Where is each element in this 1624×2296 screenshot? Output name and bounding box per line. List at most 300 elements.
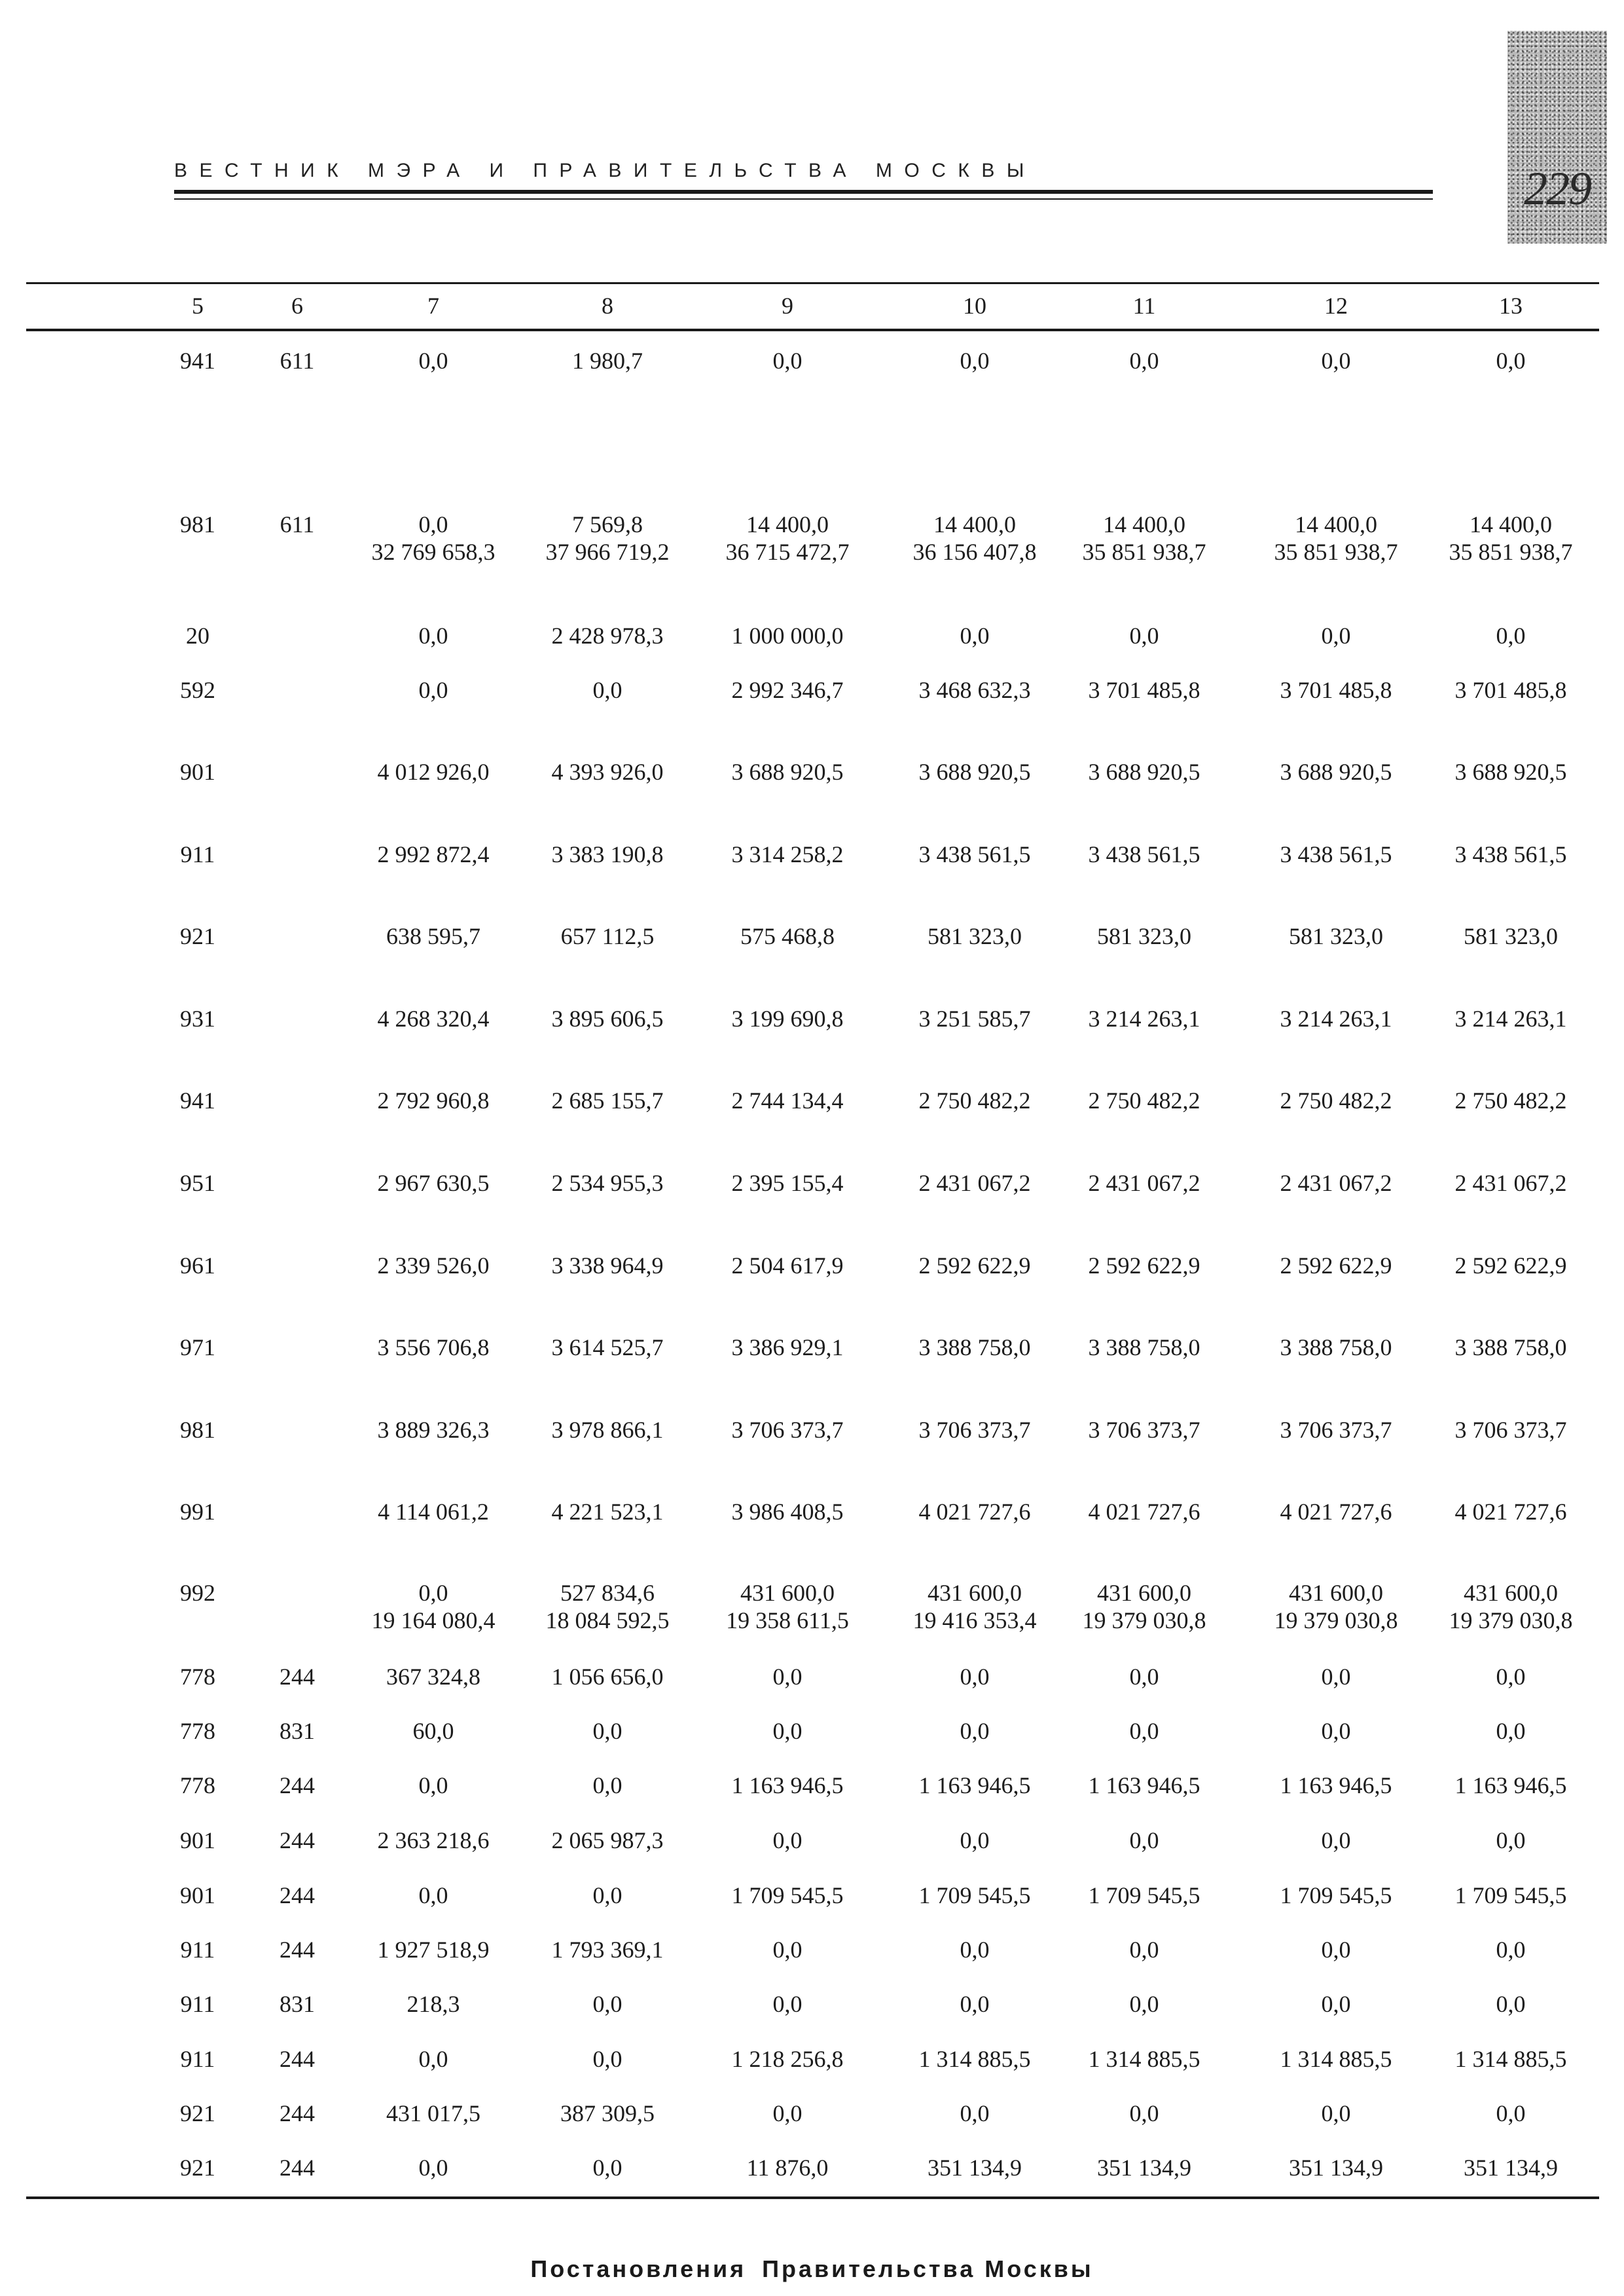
cell-line: 0,0	[1496, 348, 1526, 374]
table-cell-12	[1280, 1087, 1392, 1114]
cell-line: 0,0	[772, 1991, 803, 2017]
table-cell-7	[378, 1252, 490, 1279]
cell-line: 0,0	[772, 1664, 803, 1690]
cell-line: 431 600,0	[740, 1580, 835, 1606]
table-cell-9	[732, 1882, 844, 1909]
table-cell-11	[1089, 841, 1200, 868]
table-cell-7	[378, 1334, 490, 1361]
cell-line: 431 600,0	[1289, 1580, 1383, 1606]
table-cell-10	[919, 1416, 1031, 1444]
table-cell-5: 921	[180, 2100, 215, 2126]
table-cell-8	[593, 1717, 623, 1745]
table-cell-8	[552, 1936, 664, 1963]
table-cell-13	[1455, 2045, 1567, 2073]
table-cell-5: 941	[180, 1087, 215, 1114]
table-cell-8	[552, 1169, 664, 1197]
table-cell-8	[552, 1663, 664, 1690]
cell-line: 19 379 030,8	[1082, 1607, 1206, 1633]
cell-line: 3 199 690,8	[731, 1006, 844, 1032]
cell-line: 1 709 545,5	[918, 1882, 1031, 1908]
table-cell-8	[593, 1990, 623, 2018]
table-row	[0, 347, 1624, 406]
table-cell-5: 931	[180, 1006, 215, 1032]
cell-line: 0,0	[1321, 2100, 1351, 2126]
cell-line: 581 323,0	[1464, 923, 1558, 949]
table-cell-12	[1280, 1498, 1392, 1525]
cell-line: 7 569,8	[572, 511, 643, 538]
cell-line: 431 600,0	[1097, 1580, 1191, 1606]
cell-line: 2 339 526,0	[377, 1252, 490, 1279]
table-cell-11	[1130, 622, 1159, 649]
table-row	[0, 1827, 1624, 1886]
table-cell-10	[919, 758, 1031, 786]
table-row	[0, 2100, 1624, 2159]
table-cell-6: 244	[280, 2100, 315, 2126]
table-cell-9	[747, 2154, 829, 2181]
cell-line: 2 992 872,4	[377, 841, 490, 867]
cell-line: 0,0	[1496, 1718, 1526, 1744]
table-cell-12	[1274, 1579, 1398, 1634]
table-cell-10	[919, 1498, 1031, 1525]
table-cell-5: 941	[180, 348, 215, 374]
cell-line: 0,0	[1321, 348, 1351, 374]
cell-line: 3 556 706,8	[377, 1334, 490, 1360]
header-rule-thin	[174, 198, 1433, 200]
table-cell-11	[1083, 1579, 1206, 1634]
table-cell-12	[1280, 1772, 1392, 1799]
table-header-rule	[26, 329, 1599, 331]
cell-line: 3 895 606,5	[551, 1006, 664, 1032]
cell-line: 3 388 758,0	[1280, 1334, 1392, 1360]
table-cell-13	[1496, 1990, 1526, 2018]
table-cell-11	[1130, 1827, 1159, 1854]
table-cell-12	[1280, 676, 1392, 704]
table-row	[0, 1498, 1624, 1557]
cell-line: 35 851 938,7	[1449, 539, 1573, 565]
table-cell-11	[1089, 758, 1200, 786]
cell-line: 2 750 482,2	[1454, 1087, 1567, 1114]
cell-line: 0,0	[418, 2046, 448, 2072]
table-cell-9	[773, 1717, 803, 1745]
table-cell-10	[919, 1169, 1031, 1197]
table-cell-8	[552, 1416, 664, 1444]
cell-line: 4 221 523,1	[551, 1499, 664, 1525]
cell-line: 3 706 373,7	[1280, 1417, 1392, 1443]
cell-line: 4 114 061,2	[378, 1499, 489, 1525]
table-cell-10	[960, 622, 990, 649]
table-cell-7	[378, 1005, 490, 1032]
table-cell-12	[1274, 511, 1398, 566]
table-cell-13	[1455, 1416, 1567, 1444]
table-cell-9	[732, 676, 844, 704]
table-cell-13	[1496, 622, 1526, 649]
table-cell-5: 901	[180, 1827, 215, 1853]
cell-line: 19 379 030,8	[1274, 1607, 1398, 1633]
cell-line: 2 431 067,2	[918, 1170, 1031, 1196]
cell-line: 18 084 592,5	[545, 1607, 670, 1633]
cell-line: 3 438 561,5	[918, 841, 1031, 867]
table-row	[0, 1252, 1624, 1311]
table-cell-9	[732, 1087, 844, 1114]
cell-line: 1 163 946,5	[1454, 1772, 1567, 1798]
table-cell-11	[1089, 676, 1200, 704]
cell-line: 2 592 622,9	[1280, 1252, 1392, 1279]
cell-line: 431 017,5	[386, 2100, 480, 2126]
table-cell-7	[378, 1936, 490, 1963]
table-cell-6: 244	[280, 1664, 315, 1690]
table-cell-12	[1322, 1936, 1351, 1963]
table-cell-5: 961	[180, 1252, 215, 1279]
table-cell-13	[1496, 347, 1526, 374]
table-row	[0, 1087, 1624, 1146]
cell-line: 0,0	[960, 1991, 990, 2017]
table-cell-13	[1455, 1498, 1567, 1525]
table-cell-12	[1280, 1416, 1392, 1444]
page-number-badge	[1507, 31, 1607, 244]
table-cell-10	[960, 347, 990, 374]
cell-line: 527 834,6	[560, 1580, 655, 1606]
column-header-8: 8	[602, 293, 613, 319]
table-cell-13	[1455, 676, 1567, 704]
table-top-rule	[26, 282, 1599, 284]
column-header-10: 10	[963, 293, 986, 319]
cell-line: 0,0	[592, 1772, 623, 1798]
cell-line: 0,0	[960, 348, 990, 374]
table-row	[0, 758, 1624, 817]
cell-line: 351 134,9	[928, 2155, 1022, 2181]
cell-line: 14 400,0	[1470, 511, 1552, 538]
cell-line: 4 021 727,6	[1088, 1499, 1200, 1525]
cell-line: 2 750 482,2	[918, 1087, 1031, 1114]
cell-line: 11 876,0	[746, 2155, 829, 2181]
cell-line: 581 323,0	[1289, 923, 1383, 949]
cell-line: 351 134,9	[1464, 2155, 1558, 2181]
table-cell-11	[1130, 347, 1159, 374]
table-cell-12	[1289, 2154, 1383, 2181]
table-cell-8	[546, 1579, 670, 1634]
table-cell-5: 778	[180, 1664, 215, 1690]
table-cell-8	[552, 841, 664, 868]
cell-line: 19 358 611,5	[726, 1607, 849, 1633]
table-cell-7	[419, 2045, 448, 2073]
table-cell-13	[1449, 1579, 1573, 1634]
table-cell-9	[732, 1005, 844, 1032]
cell-line: 14 400,0	[746, 511, 829, 538]
cell-line: 3 214 263,1	[1088, 1006, 1200, 1032]
table-cell-7	[378, 1087, 490, 1114]
table-cell-13	[1464, 2154, 1558, 2181]
table-cell-12	[1280, 2045, 1392, 2073]
cell-line: 3 383 190,8	[551, 841, 664, 867]
cell-line: 37 966 719,2	[545, 539, 670, 565]
table-cell-5: 20	[186, 623, 209, 649]
table-cell-10	[960, 1990, 990, 2018]
cell-line: 0,0	[1129, 623, 1159, 649]
table-cell-5: 971	[180, 1334, 215, 1360]
table-cell-5: 901	[180, 759, 215, 785]
cell-line: 2 592 622,9	[1454, 1252, 1567, 1279]
table-cell-8	[593, 676, 623, 704]
column-header-11: 11	[1132, 293, 1156, 319]
cell-line: 0,0	[772, 2100, 803, 2126]
cell-line: 3 438 561,5	[1280, 841, 1392, 867]
table-cell-12	[1280, 1882, 1392, 1909]
table-cell-10	[919, 841, 1031, 868]
cell-line: 387 309,5	[560, 2100, 655, 2126]
cell-line: 431 600,0	[1464, 1580, 1558, 1606]
table-cell-12	[1322, 622, 1351, 649]
table-cell-13	[1496, 1717, 1526, 1745]
cell-line: 0,0	[418, 1882, 448, 1908]
cell-line: 1 218 256,8	[731, 2046, 844, 2072]
table-cell-9	[732, 1334, 844, 1361]
table-cell-10	[928, 2154, 1022, 2181]
table-cell-11	[1089, 1334, 1200, 1361]
table-cell-7	[419, 1772, 448, 1799]
table-cell-6: 244	[280, 1772, 315, 1798]
cell-line: 0,0	[1129, 1991, 1159, 2017]
table-cell-9	[732, 1169, 844, 1197]
footer-section-title	[0, 2255, 1624, 2283]
cell-line: 3 688 920,5	[918, 759, 1031, 785]
table-cell-12	[1280, 1169, 1392, 1197]
cell-line: 4 021 727,6	[1280, 1499, 1392, 1525]
table-cell-5: 911	[180, 1991, 215, 2017]
cell-line: 35 851 938,7	[1274, 539, 1398, 565]
table-cell-11	[1130, 1936, 1159, 1963]
cell-line: 0,0	[1129, 1827, 1159, 1853]
table-row	[0, 1334, 1624, 1393]
table-cell-10	[919, 1252, 1031, 1279]
table-cell-13	[1455, 1772, 1567, 1799]
cell-line: 0,0	[960, 1718, 990, 1744]
cell-line: 0,0	[418, 1772, 448, 1798]
table-cell-12	[1322, 347, 1351, 374]
cell-line: 3 214 263,1	[1454, 1006, 1567, 1032]
column-header-7: 7	[427, 293, 439, 319]
cell-line: 3 706 373,7	[918, 1417, 1031, 1443]
cell-line: 351 134,9	[1289, 2155, 1383, 2181]
cell-line: 2 431 067,2	[1280, 1170, 1392, 1196]
table-cell-5: 911	[180, 2046, 215, 2072]
cell-line: 0,0	[960, 1937, 990, 1963]
table-cell-9	[726, 511, 850, 566]
table-cell-5: 991	[180, 1499, 215, 1525]
cell-line: 0,0	[772, 1937, 803, 1963]
cell-line: 4 012 926,0	[377, 759, 490, 785]
cell-line: 3 388 758,0	[918, 1334, 1031, 1360]
table-cell-7	[419, 2154, 448, 2181]
table-cell-5: 981	[180, 1417, 215, 1443]
table-cell-13	[1455, 758, 1567, 786]
cell-line: 3 986 408,5	[731, 1499, 844, 1525]
cell-line: 1 314 885,5	[918, 2046, 1031, 2072]
cell-line: 3 706 373,7	[1088, 1417, 1200, 1443]
table-row	[0, 1416, 1624, 1475]
cell-line: 0,0	[1496, 623, 1526, 649]
cell-line: 2 967 630,5	[377, 1170, 490, 1196]
cell-line: 581 323,0	[928, 923, 1022, 949]
table-cell-12	[1280, 758, 1392, 786]
cell-line: 581 323,0	[1097, 923, 1191, 949]
table-cell-10	[919, 1772, 1031, 1799]
cell-line: 1 709 545,5	[1088, 1882, 1200, 1908]
table-cell-11	[1130, 2100, 1159, 2127]
cell-line: 0,0	[1321, 1937, 1351, 1963]
table-cell-7	[378, 841, 490, 868]
table-cell-11	[1089, 2045, 1200, 2073]
cell-line: 1 927 518,9	[377, 1937, 490, 1963]
table-cell-8	[552, 1252, 664, 1279]
table-cell-10	[960, 2100, 990, 2127]
table-cell-7	[372, 1579, 496, 1634]
table-cell-8	[552, 1827, 664, 1854]
table-cell-5: 911	[180, 841, 215, 867]
cell-line: 3 614 525,7	[551, 1334, 664, 1360]
column-header-6: 6	[291, 293, 303, 319]
cell-line: 0,0	[418, 511, 448, 538]
table-cell-6: 831	[280, 1991, 315, 2017]
table-cell-5: 592	[180, 677, 215, 703]
cell-line: 0,0	[1321, 1827, 1351, 1853]
table-cell-5: 981	[180, 511, 215, 538]
table-cell-12	[1322, 1990, 1351, 2018]
table-cell-10	[960, 1936, 990, 1963]
cell-line: 3 388 758,0	[1454, 1334, 1567, 1360]
table-cell-7	[386, 2100, 480, 2127]
table-cell-5: 992	[180, 1580, 215, 1606]
cell-line: 575 468,8	[740, 923, 835, 949]
cell-line: 2 504 617,9	[731, 1252, 844, 1279]
table-cell-10	[913, 511, 1037, 566]
table-cell-10	[919, 1087, 1031, 1114]
cell-line: 0,0	[960, 1827, 990, 1853]
cell-line: 351 134,9	[1097, 2155, 1191, 2181]
table-cell-9	[732, 2045, 844, 2073]
table-cell-8	[593, 2154, 623, 2181]
table-cell-7	[386, 922, 480, 950]
table-cell-11	[1130, 1990, 1159, 2018]
table-cell-8	[552, 1087, 664, 1114]
table-cell-12	[1322, 1717, 1351, 1745]
table-row	[0, 1663, 1624, 1722]
column-header-12: 12	[1324, 293, 1348, 319]
table-cell-6: 611	[280, 348, 315, 374]
table-cell-10	[960, 1663, 990, 1690]
table-cell-7	[413, 1717, 454, 1745]
table-cell-10	[960, 1827, 990, 1854]
table-cell-9	[732, 1416, 844, 1444]
cell-line: 2 431 067,2	[1454, 1170, 1567, 1196]
table-cell-5: 921	[180, 2155, 215, 2181]
table-cell-7	[419, 1882, 448, 1909]
table-cell-11	[1089, 1882, 1200, 1909]
footer-word-2: Правительства Москвы	[762, 2255, 1094, 2282]
cell-line: 3 701 485,8	[1454, 677, 1567, 703]
table-cell-5: 911	[180, 1937, 215, 1963]
cell-line: 2 395 155,4	[731, 1170, 844, 1196]
cell-line: 1 163 946,5	[918, 1772, 1031, 1798]
table-row	[0, 2045, 1624, 2104]
table-cell-11	[1089, 1252, 1200, 1279]
column-header-9: 9	[782, 293, 793, 319]
cell-line: 2 428 978,3	[551, 623, 664, 649]
cell-line: 2 592 622,9	[918, 1252, 1031, 1279]
table-cell-7	[419, 622, 448, 649]
cell-line: 0,0	[1129, 2100, 1159, 2126]
table-cell-11	[1130, 1663, 1159, 1690]
table-cell-10	[919, 676, 1031, 704]
table-cell-11	[1089, 1498, 1200, 1525]
cell-line: 3 706 373,7	[1454, 1417, 1567, 1443]
table-cell-13	[1496, 1936, 1526, 1963]
cell-line: 1 314 885,5	[1280, 2046, 1392, 2072]
table-cell-11	[1089, 1416, 1200, 1444]
cell-line: 14 400,0	[1295, 511, 1377, 538]
cell-line: 0,0	[1129, 1664, 1159, 1690]
cell-line: 3 438 561,5	[1454, 841, 1567, 867]
table-row	[0, 1990, 1624, 2049]
cell-line: 1 314 885,5	[1088, 2046, 1200, 2072]
cell-line: 3 701 485,8	[1088, 677, 1200, 703]
table-cell-13	[1496, 1827, 1526, 1854]
footer-word-1: Постановления	[530, 2255, 747, 2282]
table-cell-12	[1280, 841, 1392, 868]
table-cell-9	[726, 1579, 849, 1634]
cell-line: 32 769 658,3	[371, 539, 496, 565]
cell-line: 1 709 545,5	[731, 1882, 844, 1908]
table-cell-10	[960, 1717, 990, 1745]
cell-line: 0,0	[592, 2155, 623, 2181]
table-cell-6: 244	[280, 1882, 315, 1908]
cell-line: 0,0	[1496, 1664, 1526, 1690]
cell-line: 2 792 960,8	[377, 1087, 490, 1114]
table-cell-5: 778	[180, 1772, 215, 1798]
table-cell-9	[732, 1252, 844, 1279]
table-cell-6: 244	[280, 1827, 315, 1853]
cell-line: 431 600,0	[928, 1580, 1022, 1606]
cell-line: 0,0	[592, 1882, 623, 1908]
cell-line: 19 416 353,4	[912, 1607, 1037, 1633]
table-cell-6: 611	[280, 511, 315, 538]
table-cell-6: 831	[280, 1718, 315, 1744]
cell-line: 1 314 885,5	[1454, 2046, 1567, 2072]
cell-line: 4 021 727,6	[1454, 1499, 1567, 1525]
table-cell-9	[773, 1936, 803, 1963]
cell-line: 3 688 920,5	[731, 759, 844, 785]
table-cell-9	[732, 841, 844, 868]
cell-line: 0,0	[418, 623, 448, 649]
table-cell-9	[773, 1990, 803, 2018]
cell-line: 2 592 622,9	[1088, 1252, 1200, 1279]
cell-line: 19 379 030,8	[1449, 1607, 1573, 1633]
table-cell-5: 901	[180, 1882, 215, 1908]
cell-line: 218,3	[406, 1991, 460, 2017]
journal-title: ВЕСТНИК МЭРА И ПРАВИТЕЛЬСТВА МОСКВЫ	[174, 160, 1036, 181]
table-row	[0, 1579, 1624, 1638]
table-cell-10	[928, 922, 1022, 950]
cell-line: 0,0	[1129, 348, 1159, 374]
cell-line: 2 750 482,2	[1088, 1087, 1200, 1114]
table-cell-9	[732, 758, 844, 786]
table-cell-9	[732, 622, 844, 649]
cell-line: 4 393 926,0	[551, 759, 664, 785]
table-cell-10	[919, 1882, 1031, 1909]
cell-line: 0,0	[1129, 1937, 1159, 1963]
table-cell-7	[378, 1498, 489, 1525]
cell-line: 3 468 632,3	[918, 677, 1031, 703]
table-row	[0, 676, 1624, 735]
